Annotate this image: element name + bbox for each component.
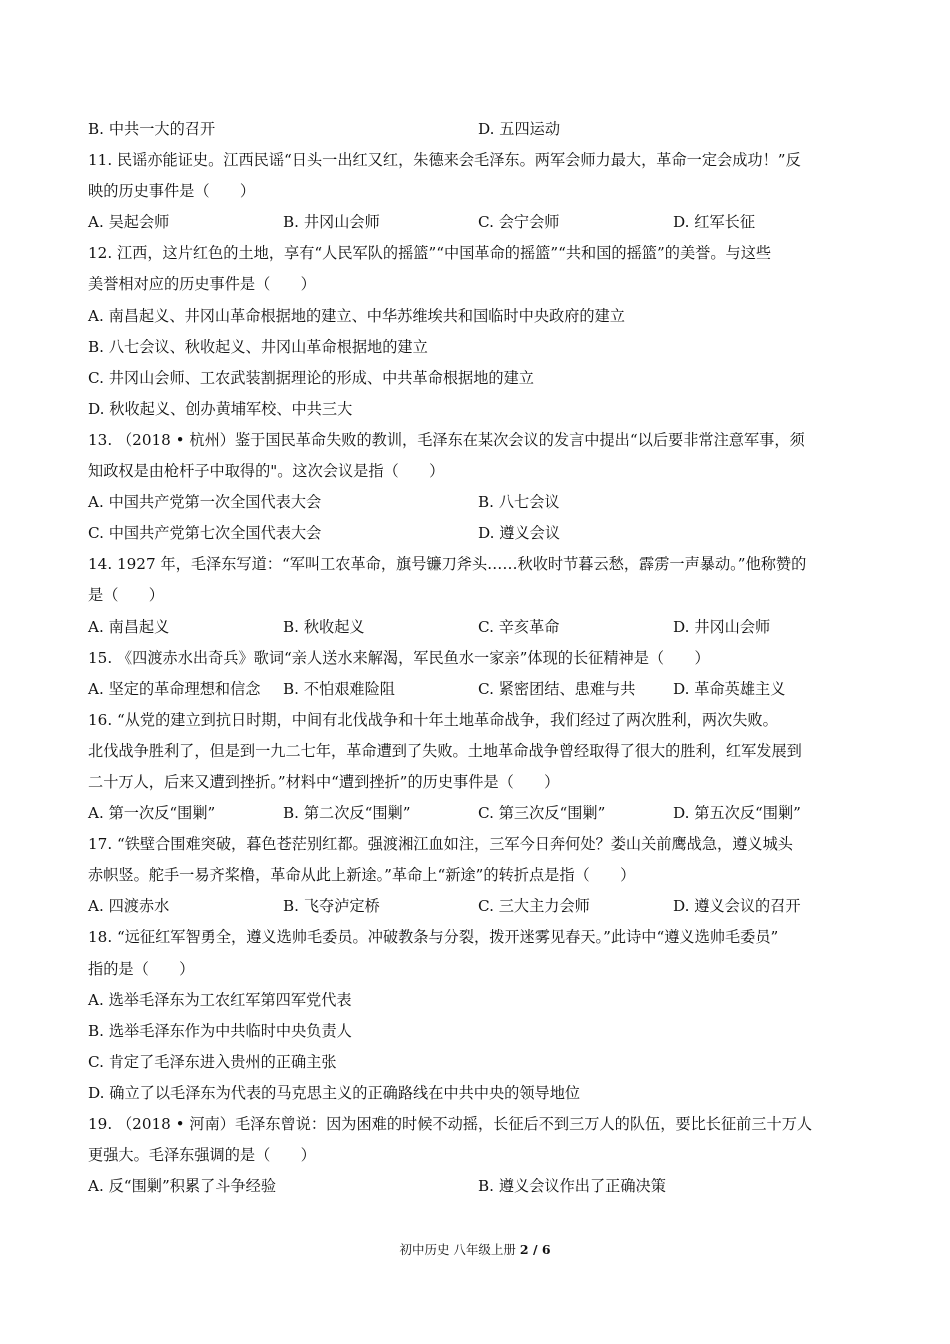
text-line: 更强大。毛泽东强调的是（ ）	[88, 1146, 316, 1165]
answer-option: A. 坚定的革命理想和信念	[88, 679, 261, 698]
text-line: 映的历史事件是（ ）	[88, 182, 256, 201]
text-line: 13. （2018 • 杭州）鉴于国民革命失败的教训，毛泽东在某次会议的发言中提出“以后要非常注意军事，须	[88, 430, 805, 449]
text-line: 是（ ）	[88, 586, 164, 605]
answer-option: B. 第二次反“围剿”	[283, 804, 411, 823]
text-line: 11. 民谣亦能证史。江西民谣“日头一出红又红，朱德来会毛泽东。两军会师力最大，革命一定会成功！”反	[88, 151, 801, 170]
answer-option: D. 井冈山会师	[673, 617, 771, 636]
answer-option: C. 第三次反“围剿”	[478, 804, 606, 823]
text-line: B. 八七会议、秋收起义、井冈山革命根据地的建立	[88, 337, 428, 356]
answer-option: B. 秋收起义	[283, 617, 365, 636]
text-line: 15. 《四渡赤水出奇兵》歌词“亲人送水来解渴，军民鱼水一家亲”体现的长征精神是（ ）	[88, 648, 710, 667]
text-line: D. 确立了以毛泽东为代表的马克思主义的正确路线在中共中央的领导地位	[88, 1083, 581, 1102]
options-row	[88, 674, 868, 705]
options-row	[88, 207, 868, 238]
options-row	[88, 487, 868, 518]
answer-option: A. 反“围剿”积累了斗争经验	[88, 1177, 277, 1196]
text-line: 19. （2018 • 河南）毛泽东曾说：因为困难的时候不动摇，长征后不到三万人的队伍，要比长征前三十万人	[88, 1115, 813, 1133]
text-line: 14. 1927 年，毛泽东写道：“军叫工农革命，旗号镰刀斧头……秋收时节暮云愁，霹雳一声暴动。”他称赞的	[88, 555, 807, 574]
answer-option: A. 四渡赤水	[88, 897, 170, 916]
text-line: 美誉相对应的历史事件是（ ）	[88, 275, 316, 294]
text-line: 二十万人，后来又遭到挫折。”材料中“遭到挫折”的历史事件是（ ）	[88, 772, 560, 791]
answer-option: A. 吴起会师	[88, 213, 170, 232]
text-line: D. 秋收起义、创办黄埔军校、中共三大	[88, 399, 353, 418]
answer-option: D. 遵义会议的召开	[673, 897, 801, 916]
text-line: 16. “从党的建立到抗日时期，中间有北伐战争和十年土地革命战争，我们经过了两次胜利，两次失败。	[88, 710, 778, 729]
options-row	[88, 114, 868, 145]
answer-option: D. 革命英雄主义	[673, 679, 786, 698]
text-line: 18. “远征红军智勇全，遵义选帅毛委员。冲破教条与分裂，拨开迷雾见春天。”此诗中“遵义选帅毛委员”	[88, 928, 779, 947]
answer-option: B. 八七会议	[478, 493, 560, 512]
answer-option: A. 中国共产党第一次全国代表大会	[88, 493, 322, 512]
text-line: A. 选举毛泽东为工农红军第四军党代表	[88, 990, 352, 1009]
text-line: 12. 江西，这片红色的土地，享有“人民军队的摇篮”“中国革命的摇篮”“共和国的摇篮”的美誉。与这些	[88, 244, 772, 263]
text-line: 17. “铁壁合围难突破，暮色苍茫别红都。强渡湘江血如注，三军今日奔何处？娄山关前鹰战急，遵义城头	[88, 835, 793, 854]
text-line: 知政权是由枪杆子中取得的"。这次会议是指（ ）	[88, 462, 445, 481]
options-row	[88, 518, 868, 549]
answer-option: D. 遵义会议	[478, 524, 561, 543]
document-body	[88, 114, 868, 1202]
page-number: 2 / 6	[519, 1242, 551, 1257]
options-row	[88, 891, 868, 922]
text-line: B. 选举毛泽东作为中共临时中央负责人	[88, 1021, 352, 1040]
footer-label: 初中历史 八年级上册	[399, 1242, 520, 1257]
answer-option: C. 中国共产党第七次全国代表大会	[88, 524, 322, 543]
answer-option: C. 会宁会师	[478, 213, 560, 232]
answer-option: B. 中共一大的召开	[88, 120, 216, 138]
options-row	[88, 1171, 868, 1202]
text-line: C. 井冈山会师、工农武装割据理论的形成、中共革命根据地的建立	[88, 368, 534, 387]
answer-option: C. 紧密团结、患难与共	[478, 679, 636, 698]
text-line: 北伐战争胜利了，但是到一九二七年，革命遭到了失败。土地革命战争曾经取得了很大的胜利，红军发展到	[88, 741, 802, 760]
page-footer	[0, 1240, 950, 1258]
answer-option: C. 三大主力会师	[478, 897, 590, 916]
answer-option: D. 第五次反“围剿”	[673, 804, 801, 823]
text-line: A. 南昌起义、井冈山革命根据地的建立、中华苏维埃共和国临时中央政府的建立	[88, 306, 625, 325]
options-row	[88, 798, 868, 829]
answer-option: B. 井冈山会师	[283, 213, 380, 232]
answer-option: B. 不怕艰难险阻	[283, 679, 395, 698]
text-line: C. 肯定了毛泽东进入贵州的正确主张	[88, 1052, 337, 1071]
text-line: 指的是（ ）	[88, 959, 195, 978]
answer-option: C. 辛亥革命	[478, 617, 560, 636]
answer-option: D. 红军长征	[673, 213, 756, 232]
answer-option: B. 飞夺泸定桥	[283, 897, 380, 916]
options-row	[88, 612, 868, 643]
answer-option: B. 遵义会议作出了正确决策	[478, 1177, 666, 1196]
text-line: 赤帜竖。舵手一易齐桨橹，革命从此上新途。”革命上“新途”的转折点是指（ ）	[88, 866, 636, 885]
answer-option: A. 南昌起义	[88, 617, 170, 636]
answer-option: A. 第一次反“围剿”	[88, 804, 216, 823]
answer-option: D. 五四运动	[478, 120, 561, 138]
